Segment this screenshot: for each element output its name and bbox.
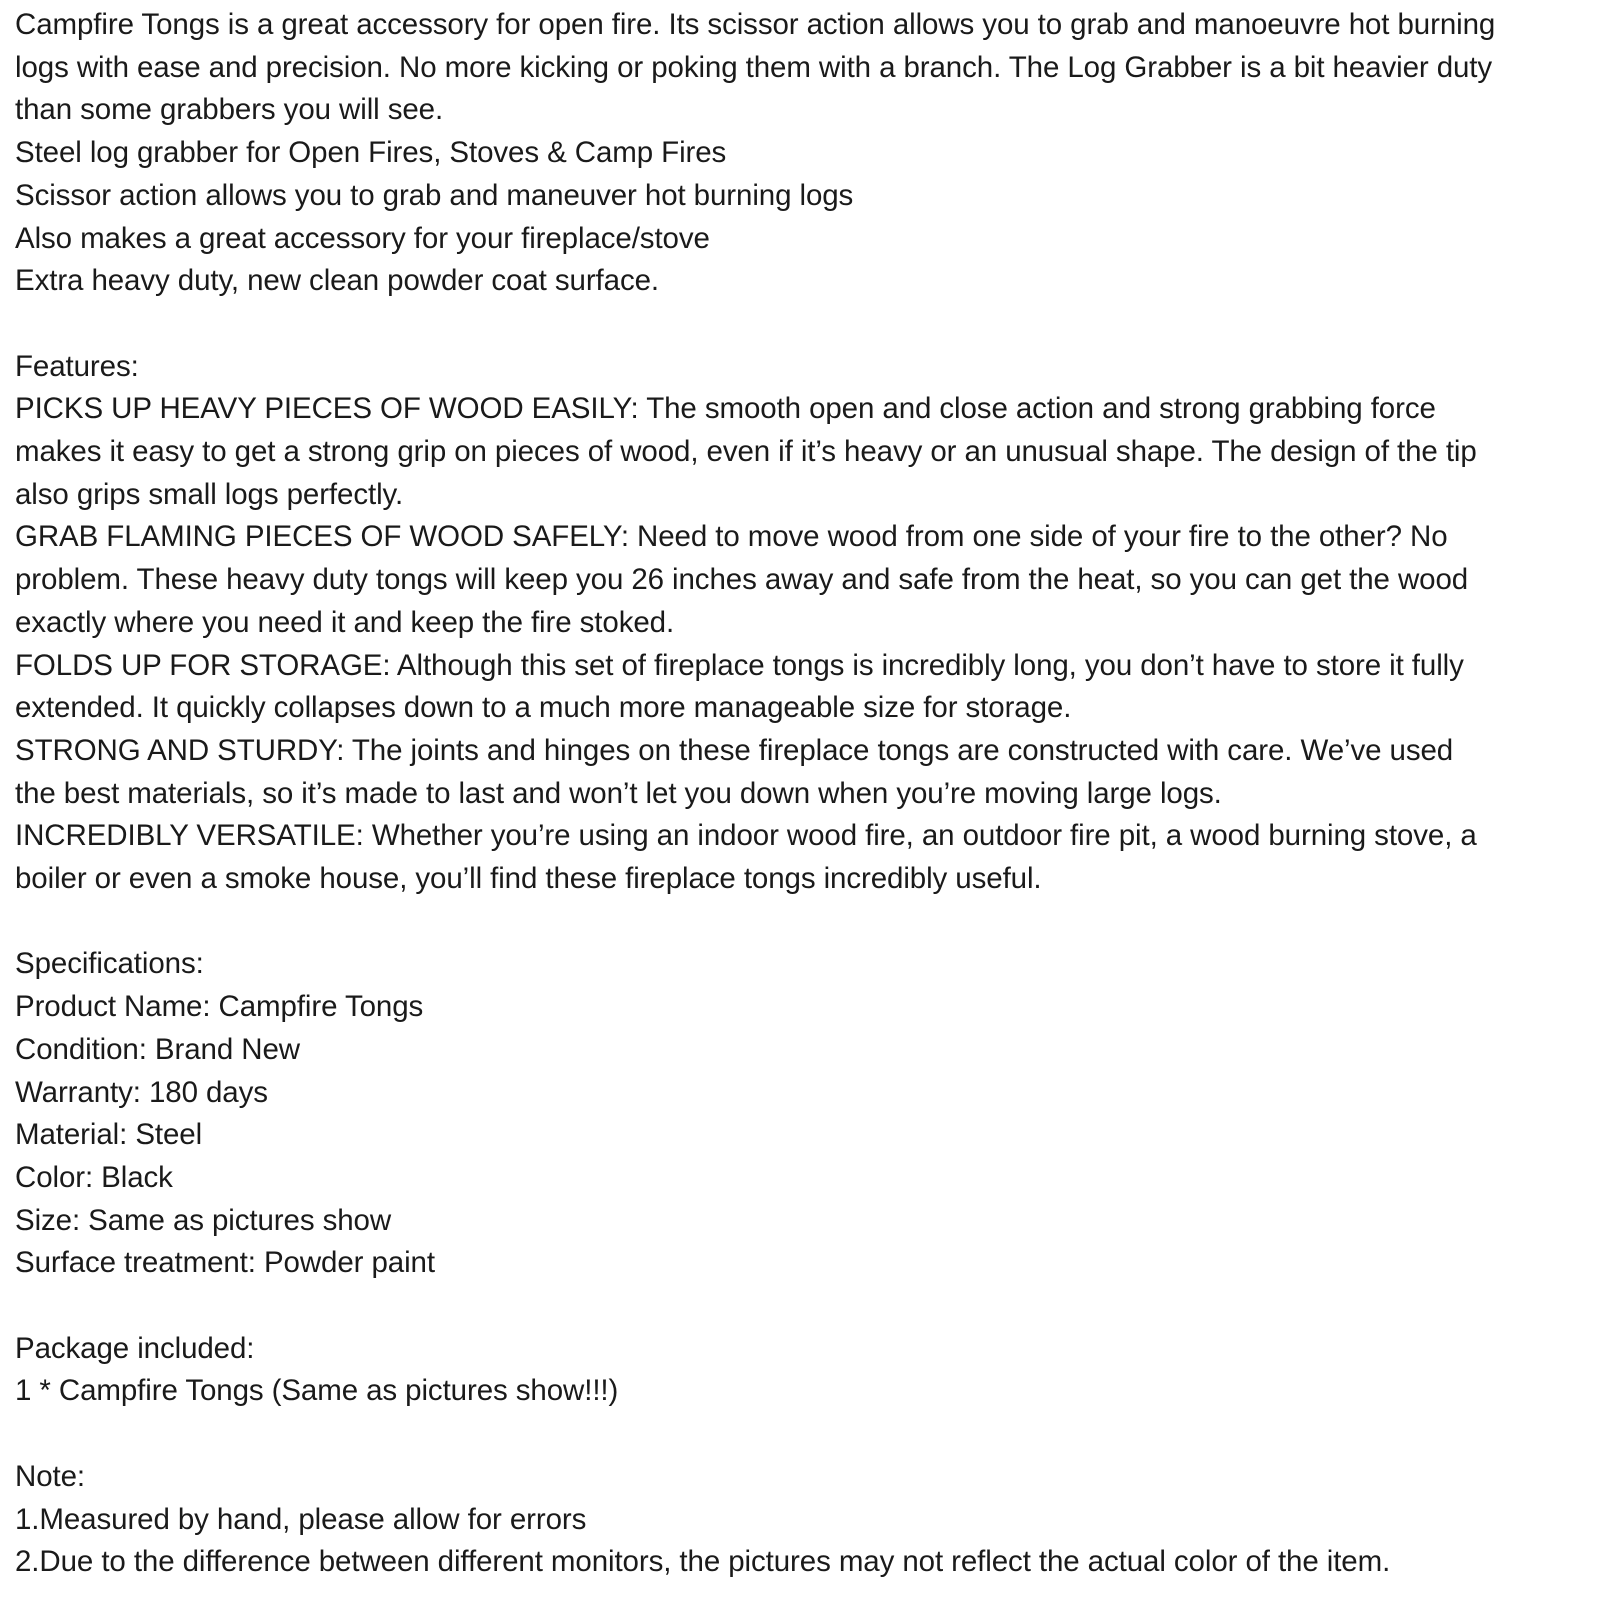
note-item: 2.Due to the difference between different monitors, the pictures may not reflect the actual color of the item. (15, 1545, 1391, 1579)
features-heading: Features: (15, 349, 139, 383)
spec-item: Material: Steel (15, 1118, 203, 1152)
features-section (15, 346, 1590, 901)
note-item: 1.Measured by hand, please allow for errors (15, 1502, 587, 1536)
spacer (15, 303, 1590, 346)
spacer (15, 901, 1590, 944)
specifications-heading: Specifications: (15, 947, 204, 981)
spacer (15, 1413, 1590, 1456)
feature-line: STRONG AND STURDY: The joints and hinges on these fireplace tongs are constructed with care. We’ve used (15, 733, 1454, 767)
feature-line: exactly where you need it and keep the fire stoked. (15, 605, 675, 639)
feature-item (15, 645, 1590, 730)
intro-bullet: Scissor action allows you to grab and maneuver hot burning logs (15, 178, 854, 212)
feature-line: FOLDS UP FOR STORAGE: Although this set of fireplace tongs is incredibly long, you don’t have to store it fully (15, 648, 1464, 682)
feature-item (15, 388, 1590, 516)
note-heading: Note: (15, 1459, 86, 1493)
product-description (15, 4, 1590, 1584)
feature-item (15, 730, 1590, 815)
package-item: 1 * Campfire Tongs (Same as pictures show!!!) (15, 1374, 619, 1408)
intro-bullet: Also makes a great accessory for your fireplace/stove (15, 221, 710, 255)
package-heading: Package included: (15, 1331, 255, 1365)
note-section (15, 1456, 1590, 1584)
feature-item (15, 815, 1590, 900)
intro-line: Campfire Tongs is a great accessory for open fire. Its scissor action allows you to grab and manoeuvre hot burning (15, 8, 1496, 41)
spec-item: Surface treatment: Powder paint (15, 1246, 435, 1280)
feature-item (15, 516, 1590, 644)
spec-item: Condition: Brand New (15, 1032, 300, 1066)
intro-bullet: Extra heavy duty, new clean powder coat surface. (15, 264, 659, 298)
specifications-section (15, 943, 1590, 1285)
intro-bullet: Steel log grabber for Open Fires, Stoves & Camp Fires (15, 136, 727, 170)
spec-item: Warranty: 180 days (15, 1075, 268, 1109)
intro-paragraph (15, 4, 1590, 132)
feature-line: GRAB FLAMING PIECES OF WOOD SAFELY: Need to move wood from one side of your fire to the other? No (15, 520, 1448, 554)
feature-line: problem. These heavy duty tongs will keep you 26 inches away and safe from the heat, so you can get the wood (15, 563, 1469, 597)
spec-item: Size: Same as pictures show (15, 1203, 392, 1237)
feature-line: makes it easy to get a strong grip on pieces of wood, even if it’s heavy or an unusual shape. The design of the tip (15, 435, 1477, 469)
feature-line: INCREDIBLY VERSATILE: Whether you’re using an indoor wood fire, an outdoor fire pit, a wood burning stove, a (15, 819, 1477, 853)
feature-line: the best materials, so it’s made to last and won’t let you down when you’re moving large logs. (15, 776, 1222, 810)
feature-line: extended. It quickly collapses down to a much more manageable size for storage. (15, 691, 1072, 725)
intro-bullets (15, 132, 1590, 303)
intro-line: than some grabbers you will see. (15, 93, 444, 127)
spacer (15, 1285, 1590, 1328)
feature-line: boiler or even a smoke house, you’ll find these fireplace tongs incredibly useful. (15, 862, 1042, 896)
spec-item: Color: Black (15, 1160, 173, 1194)
spec-item: Product Name: Campfire Tongs (15, 990, 424, 1024)
package-section (15, 1328, 1590, 1413)
feature-line: PICKS UP HEAVY PIECES OF WOOD EASILY: The smooth open and close action and strong grabbing force (15, 392, 1436, 426)
feature-line: also grips small logs perfectly. (15, 477, 404, 511)
intro-line: logs with ease and precision. No more kicking or poking them with a branch. The Log Grabber is a bit heavier duty (15, 50, 1493, 84)
